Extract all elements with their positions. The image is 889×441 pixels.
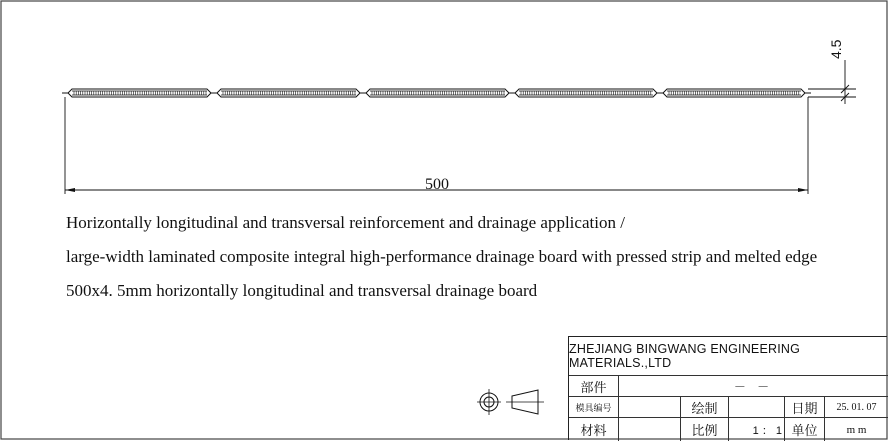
drainage-board-profile xyxy=(62,89,811,97)
part-label: 部件 xyxy=(569,376,619,397)
thickness-dimension-label: 4.5 xyxy=(828,39,844,59)
material-label: 材料 xyxy=(569,418,619,441)
mold-number-label: 模具编号 xyxy=(569,397,619,418)
drawn-by-label: 绘制 xyxy=(681,397,729,418)
thickness-dimension xyxy=(808,39,856,104)
date-value: 25. 01. 07 xyxy=(825,397,888,418)
part-value: － － xyxy=(619,376,888,397)
unit-label: 单位 xyxy=(785,418,825,441)
projection-symbol-icon xyxy=(477,389,544,415)
date-label: 日期 xyxy=(785,397,825,418)
drawn-by-value xyxy=(729,397,785,418)
mold-number-value xyxy=(619,397,681,418)
title-block xyxy=(568,336,887,440)
description-line-2: large-width laminated composite integral high-performance drainage board with pressed strip and melted edge xyxy=(66,247,818,266)
scale-value: 1 ： 1 xyxy=(729,418,785,441)
material-value xyxy=(619,418,681,441)
unit-value: m m xyxy=(846,423,867,436)
scale-label: 比例 xyxy=(681,418,729,441)
length-dimension-label: 500 xyxy=(425,176,449,193)
length-dimension xyxy=(65,97,808,194)
description-line-3: 500x4. 5mm horizontally longitudinal and transversal drainage board xyxy=(66,281,538,300)
description-line-1: Horizontally longitudinal and transversal reinforcement and drainage application / xyxy=(66,213,625,232)
company-name: ZHEJIANG BINGWANG ENGINEERING MATERIALS.,LTD xyxy=(569,337,888,376)
